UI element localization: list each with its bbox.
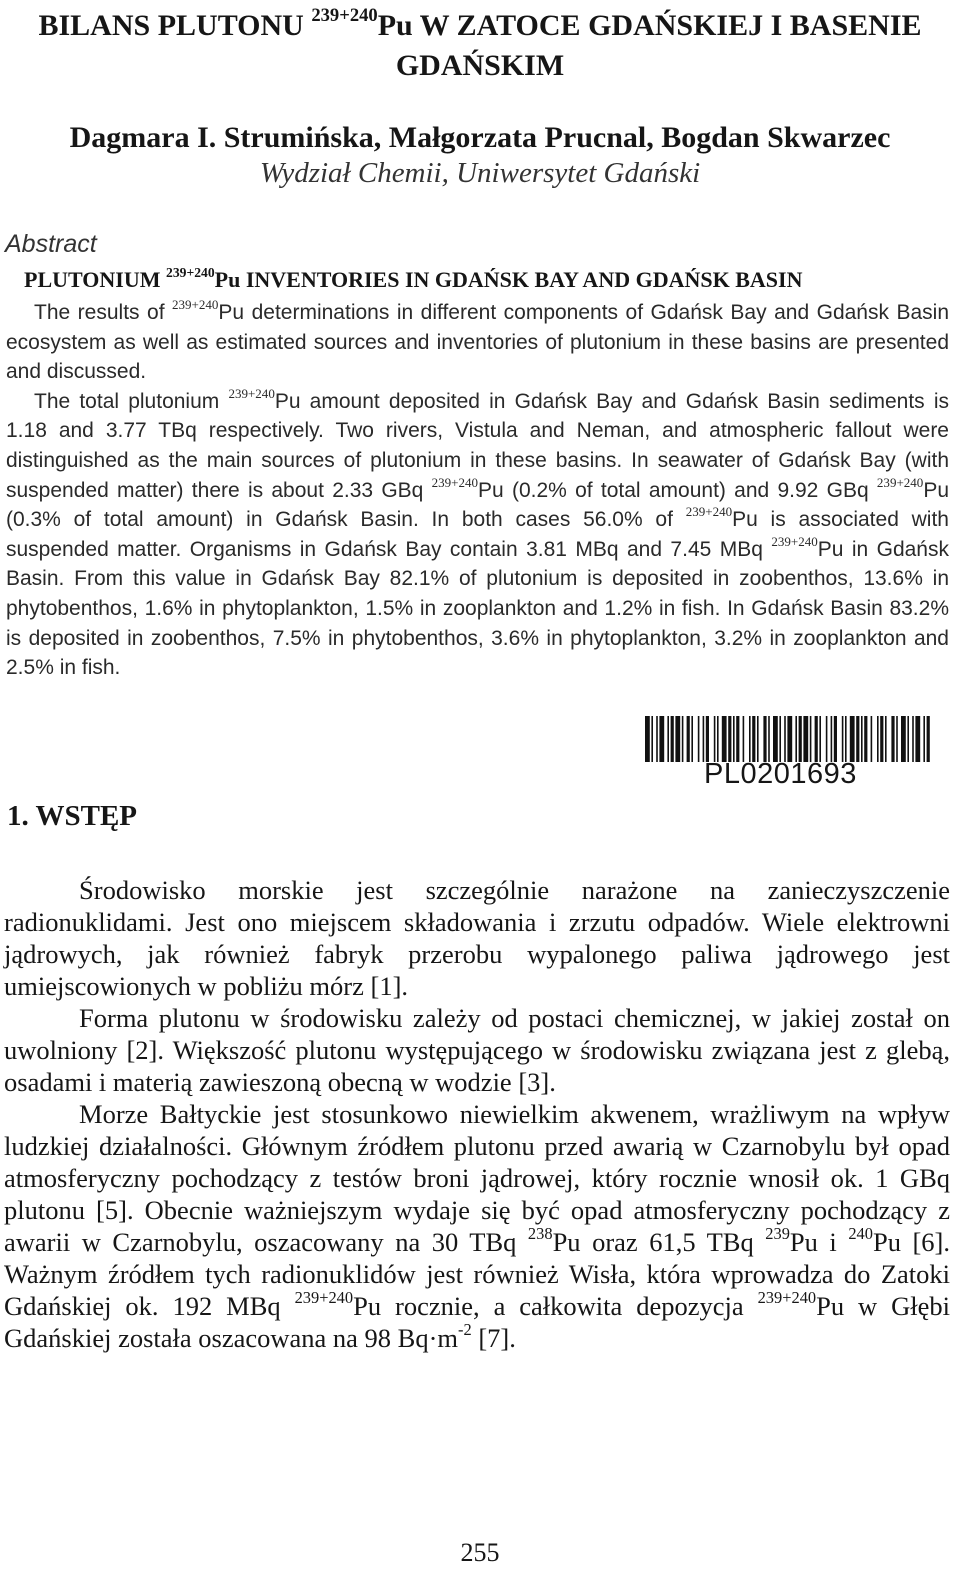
abstract-paragraph-1: The results of $^{239+240}$Pu determinations in different components of Gdańsk Bay and Gdańsk Basin ecosystem as well as estimated sources and inventories of plutonium in these basins are presented and discussed. [6, 297, 950, 384]
body-text [4, 874, 950, 1354]
body-paragraph-2: Forma plutonu w środowisku zależy od postaci chemicznej, w jakiej został on uwolniony [2]. Większość plutonu występującego w środowisku związana jest z glebą, osadami i materią zawieszoną obecną w wodzie [3]. [4, 1003, 950, 1097]
abstract-label: Abstract [5, 230, 97, 258]
abstract-title: PLUTONIUM $^{239+240}$Pu INVENTORIES IN GDAŃSK BAY AND GDAŃSK BASIN [24, 264, 803, 292]
paper-title: BILANS PLUTONU $^{239+240}$Pu W ZATOCE GDAŃSKIEJ I BASENIE GDAŃSKIM [38, 5, 922, 82]
author-list: Dagmara I. Strumińska, Małgorzata Prucnal, Bogdan Skwarzec [69, 121, 891, 154]
abstract-text [6, 298, 949, 683]
affiliation: Wydział Chemii, Uniwersytet Gdański [259, 157, 701, 189]
body-paragraph-3: Morze Bałtyckie jest stosunkowo niewielkim akwenem, wrażliwym na wpływ ludzkiej działalności. Głównym źródłem plutonu przed awarią w Czarnobylu był opad atmosferyczny pochodzący z testów broni jądrowej, który rocznie wnosił ok. 1 GBq plutonu [5]. Obecnie ważniejszym wydaje się być opad atmosferyczny pochodzący z awarii w Czarnobylu, oszacowany na 30 TBq $^{238}$Pu oraz 61,5 TBq $^{239}$Pu i $^{240}$Pu [6]. Ważnym źródłem tych radionuklidów jest również Wisła, która wprowadza do Zatoki Gdańskiej ok. 192 MBq $^{239+240}$Pu rocznie, a całkowita depozycja $^{239+240}$Pu w Głębi Gdańskiej została oszacowana na 98 $Bq\cdot m^{-2}$ [7]. [4, 1099, 951, 1353]
barcode-id: PL0201693 [704, 758, 857, 790]
page-number: 255 [460, 1538, 500, 1567]
abstract-paragraph-2: The total plutonium $^{239+240}$Pu amount deposited in Gdańsk Bay and Gdańsk Basin sediments is 1.18 and 3.77 TBq respectively. Two rivers, Vistula and Neman, and atmospheric fallout were distinguished as the main sources of plutonium in these basins. In seawater of Gdańsk Bay (with suspended matter) there is about 2.33 GBq $^{239+240}$Pu (0.2% of total amount) and 9.92 GBq $^{239+240}$Pu (0.3% of total amount) in Gdańsk Basin. In both cases 56.0% of $^{239+240}$Pu is associated with suspended matter. Organisms in Gdańsk Bay contain 3.81 MBq and 7.45 MBq $^{239+240}$Pu in Gdańsk Basin. From this value in Gdańsk Bay 82.1% of plutonium is deposited in zoobenthos, 13.6% in phytobenthos, 1.6% in phytoplankton, 1.5% in zooplankton and 1.2% in fish. In Gdańsk Basin 83.2% is deposited in zoobenthos, 7.5% in phytobenthos, 3.6% in phytoplankton, 3.2% in zooplankton and 2.5% in fish. [6, 385, 950, 680]
body-paragraph-1: Środowisko morskie jest szczególnie narażone na zanieczyszczenie radionuklidami. Jest ono miejscem składowania i zrzutu odpadów. Wiele elektrowni jądrowych, jak również fabryk przerobu wypalonego paliwa jądrowego jest umiejscowionych w pobliżu mórz [1]. [4, 875, 950, 1001]
barcode-image [645, 716, 931, 762]
section-title: 1. WSTĘP [7, 800, 138, 832]
